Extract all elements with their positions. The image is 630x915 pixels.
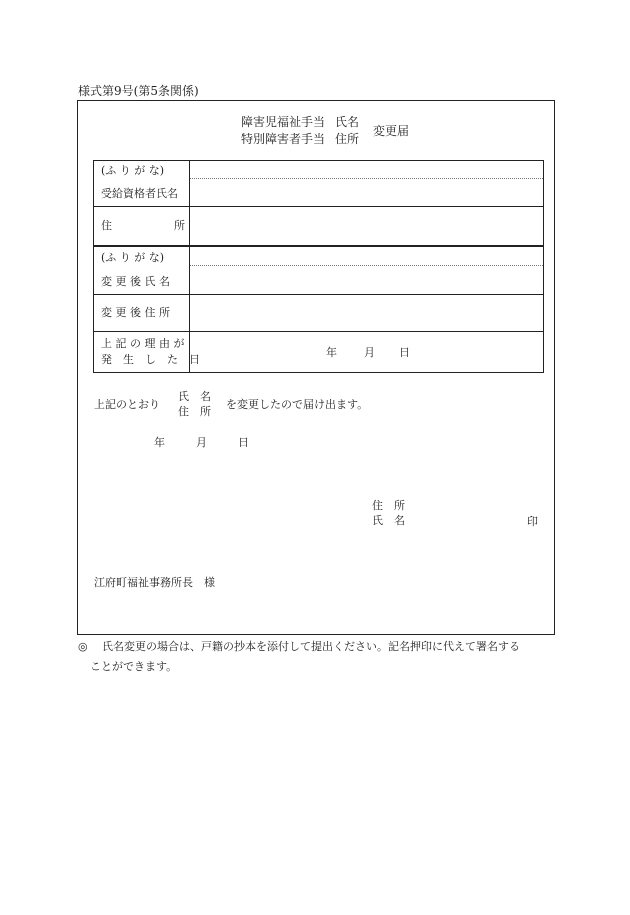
title-allowance-types [241, 115, 325, 146]
title-line-1-item: 氏名 [335, 115, 360, 129]
reason-date-label-line-2: 発 生 し た 日 [101, 353, 200, 366]
statement-tail: を変更したので届け出ます。 [226, 398, 369, 411]
submission-month: 月 [196, 436, 207, 449]
statement-item-name: 氏 名 [178, 390, 211, 403]
recipient-office: 江府町福祉事務所長 様 [94, 576, 215, 589]
title-line-2-item: 住所 [335, 132, 360, 146]
furigana-label-2: (ふ り が な) [101, 251, 165, 264]
address-field[interactable] [190, 207, 544, 245]
title-suffix: 変更届 [373, 124, 410, 138]
submission-day: 日 [238, 436, 249, 449]
recipient-name-field[interactable] [190, 179, 544, 206]
info-table [93, 160, 544, 373]
statement-item-address: 住 所 [178, 405, 211, 418]
reason-date-label-line-1: 上 記 の 理 由 が [101, 337, 185, 350]
reason-date-day: 日 [399, 346, 410, 359]
applicant-name-label: 氏 名 [372, 514, 405, 527]
reason-date-year: 年 [326, 346, 337, 359]
submission-year: 年 [154, 436, 165, 449]
furigana-field-2[interactable] [190, 247, 544, 265]
title-line-2-allowance: 特別障害者手当 [241, 132, 326, 146]
applicant-address-label: 住 所 [372, 499, 405, 512]
statement-lead: 上記のとおり [94, 398, 160, 411]
new-name-label: 変 更 後 氏 名 [101, 275, 170, 288]
new-address-label: 変 更 後 住 所 [101, 306, 170, 319]
new-address-field[interactable] [190, 295, 544, 331]
furigana-label-1: (ふ り が な) [101, 164, 165, 177]
reason-date-month: 月 [364, 346, 375, 359]
new-name-field[interactable] [190, 266, 544, 294]
title-line-1-allowance: 障害児福祉手当 [241, 115, 326, 129]
applicant-labels [372, 499, 405, 527]
note-bullet-icon: ◎ [78, 640, 88, 653]
statement-items [178, 390, 211, 418]
recipient-name-label: 受給資格者氏名 [101, 187, 178, 200]
title-change-items [335, 115, 359, 146]
note-text-line-2: ことができます。 [90, 660, 178, 673]
form-number-label: 様式第9号(第5条関係) [78, 84, 199, 98]
submission-date [154, 436, 249, 449]
note-text-line-1: 氏名変更の場合は、戸籍の抄本を添付して提出ください。記名押印に代えて署名する [102, 640, 520, 653]
address-label: 住 所 [101, 219, 185, 232]
furigana-field-1[interactable] [190, 161, 544, 178]
seal-mark: 印 [527, 515, 538, 528]
